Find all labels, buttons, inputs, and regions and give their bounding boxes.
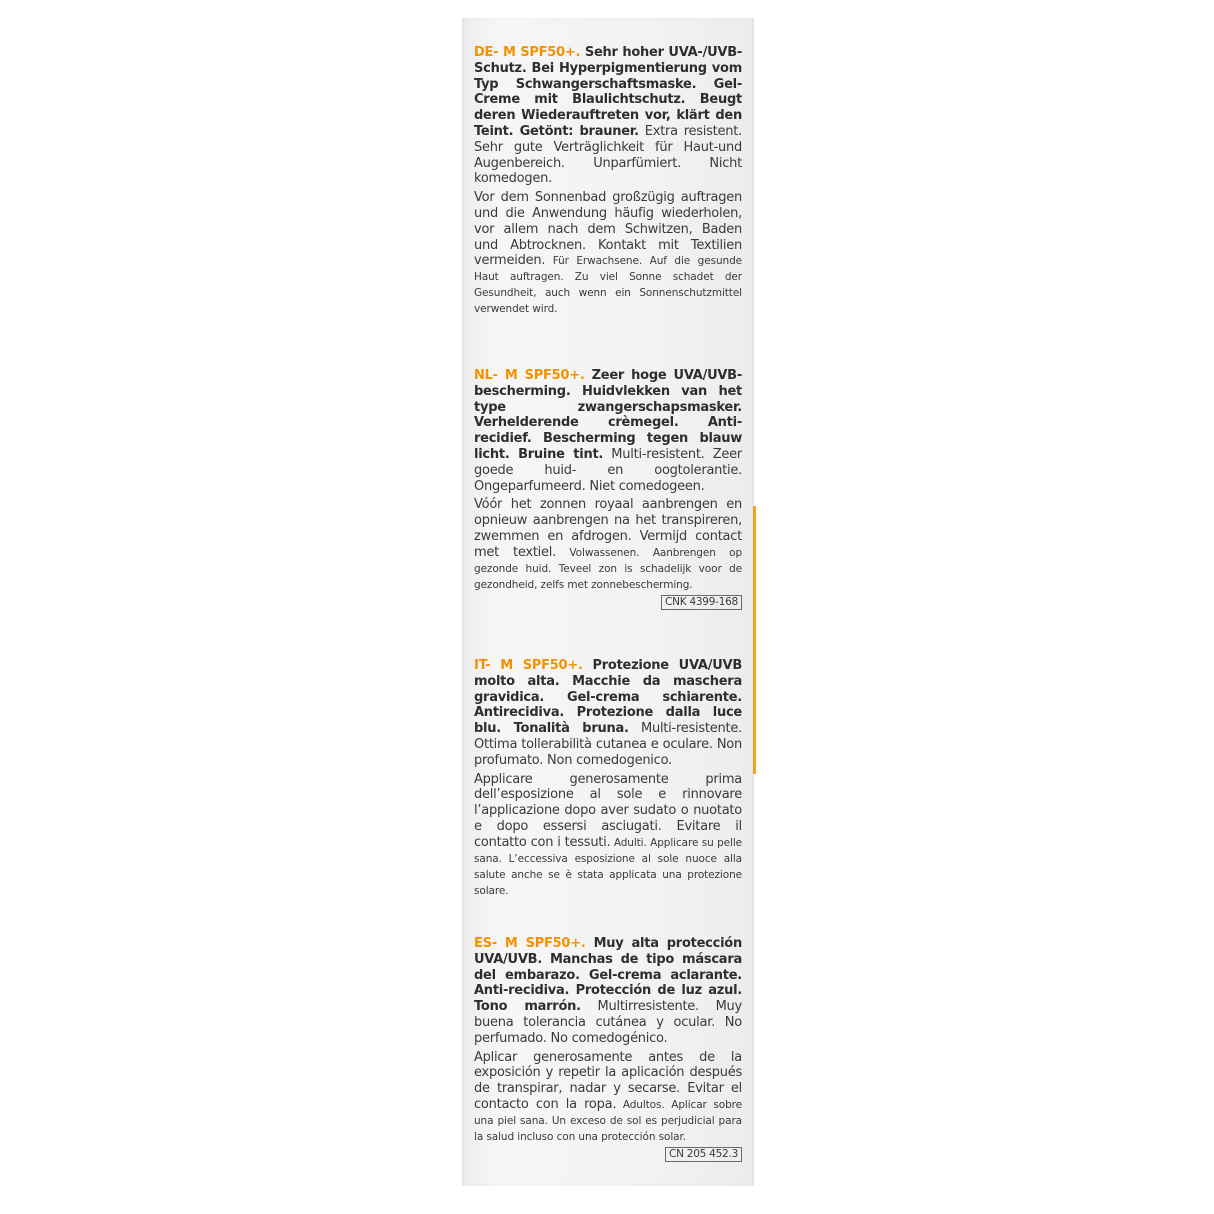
es-features: Multirresistente. Muy buena tolerancia cutánea y ocular. No perfumado. No comedogénico. bbox=[474, 999, 742, 1046]
nl-product-code: CNK 4399-168 bbox=[661, 595, 742, 610]
section-german bbox=[474, 45, 742, 317]
es-usage-paragraph bbox=[474, 1050, 742, 1145]
de-features: Extra resistent. Sehr gute Verträglichkeit für Haut-und Augenbereich. Unparfümiert. Nicht komedogen. bbox=[474, 123, 742, 187]
de-usage: Vor dem Sonnenbad großzügig auftragen und die Anwendung häufig wiederholen, vor allem nach dem Schwitzen, Baden und Abtrocknen. Kontakt mit Textilien vermeiden. bbox=[474, 190, 742, 269]
de-claims-paragraph bbox=[474, 45, 742, 187]
it-claims-paragraph bbox=[474, 658, 742, 769]
es-usage: Aplicar generosamente antes de la exposición y repetir la aplicación después de transpirar, nadar y secarse. Evitar el contacto con la ropa. bbox=[474, 1049, 742, 1112]
it-claims: Protezione UVA/UVB molto alta. Macchie da maschera gravidica. Gel-crema schiarente. Antirecidiva. Protezione dalla luce blu. Tonalità bruna. bbox=[474, 658, 742, 737]
es-product-code: CN 205 452.3 bbox=[665, 1147, 742, 1162]
nl-usage: Vóór het zonnen royaal aanbrengen en opnieuw aanbrengen na het transpireren, zwemmen en afdrogen. Vermijd contact met textiel. bbox=[474, 497, 742, 560]
es-claims: Muy alta protección UVA/UVB. Manchas de tipo máscara del embarazo. Gel-crema aclarante. Anti-recidiva. Protección de luz azul. Tono marrón. bbox=[474, 936, 742, 1015]
section-italian bbox=[474, 658, 742, 899]
section-dutch bbox=[474, 368, 742, 610]
nl-features: Multi-resistent. Zeer goede huid- en oogtolerantie. Ongeparfumeerd. Niet comedogeen. bbox=[474, 446, 742, 494]
nl-usage-paragraph bbox=[474, 497, 742, 592]
es-warning: Adultos. Aplicar sobre una piel sana. Un exceso de sol es perjudicial para la salud incluso con una protección solar. bbox=[474, 1098, 742, 1143]
de-warning: Für Erwachsene. Auf die gesunde Haut auftragen. Zu viel Sonne schadet der Gesundheit, auch wenn ein Sonnenschutzmittel verwendet wird. bbox=[474, 255, 742, 316]
it-language-tag: IT- M SPF50+. bbox=[474, 658, 583, 673]
product-box-side-panel bbox=[462, 18, 754, 1186]
it-features: Multi-resistente. Ottima tollerabilità cutanea e oculare. Non profumato. Non comedogenico. bbox=[474, 721, 742, 768]
de-language-tag: DE- M SPF50+. bbox=[474, 45, 581, 60]
nl-language-tag: NL- M SPF50+. bbox=[474, 368, 585, 383]
it-warning: Adulti. Applicare su pelle sana. L’eccessiva esposizione al sole nuoce alla salute anche se è stata applicata una protezione solare. bbox=[474, 836, 743, 897]
de-claims: Sehr hoher UVA-/UVB-Schutz. Bei Hyperpigmentierung vom Typ Schwangerschaftsmaske. Gel-Creme mit Blaulichtschutz. Beugt deren Wiederauftreten vor, klärt den Teint. Getönt: brauner. bbox=[474, 45, 742, 139]
section-spanish bbox=[474, 936, 742, 1162]
it-usage: Applicare generosamente prima dell’esposizione al sole e rinnovare l’applicazione dopo aver sudato o nuotato e dopo essersi asciugati. Evitare il contatto con i tessuti. bbox=[474, 771, 742, 850]
nl-warning: Volwassenen. Aanbrengen op gezonde huid. Teveel zon is schadelijk voor de gezondheid, zelfs met zonnebescherming. bbox=[474, 546, 743, 591]
es-claims-paragraph bbox=[474, 936, 742, 1047]
nl-code-row bbox=[474, 594, 742, 610]
de-usage-paragraph bbox=[474, 190, 742, 317]
it-usage-paragraph bbox=[474, 772, 742, 899]
es-language-tag: ES- M SPF50+. bbox=[474, 936, 586, 951]
orange-edge-stripe bbox=[753, 506, 756, 774]
es-code-row bbox=[474, 1146, 742, 1162]
nl-claims: Zeer hoge UVA/UVB-bescherming. Huidvlekken van het type zwangerschapsmasker. Verhelderende crèmegel. Anti-recidief. Bescherming tegen blauw licht. Bruine tint. bbox=[474, 368, 742, 462]
nl-claims-paragraph bbox=[474, 368, 742, 494]
